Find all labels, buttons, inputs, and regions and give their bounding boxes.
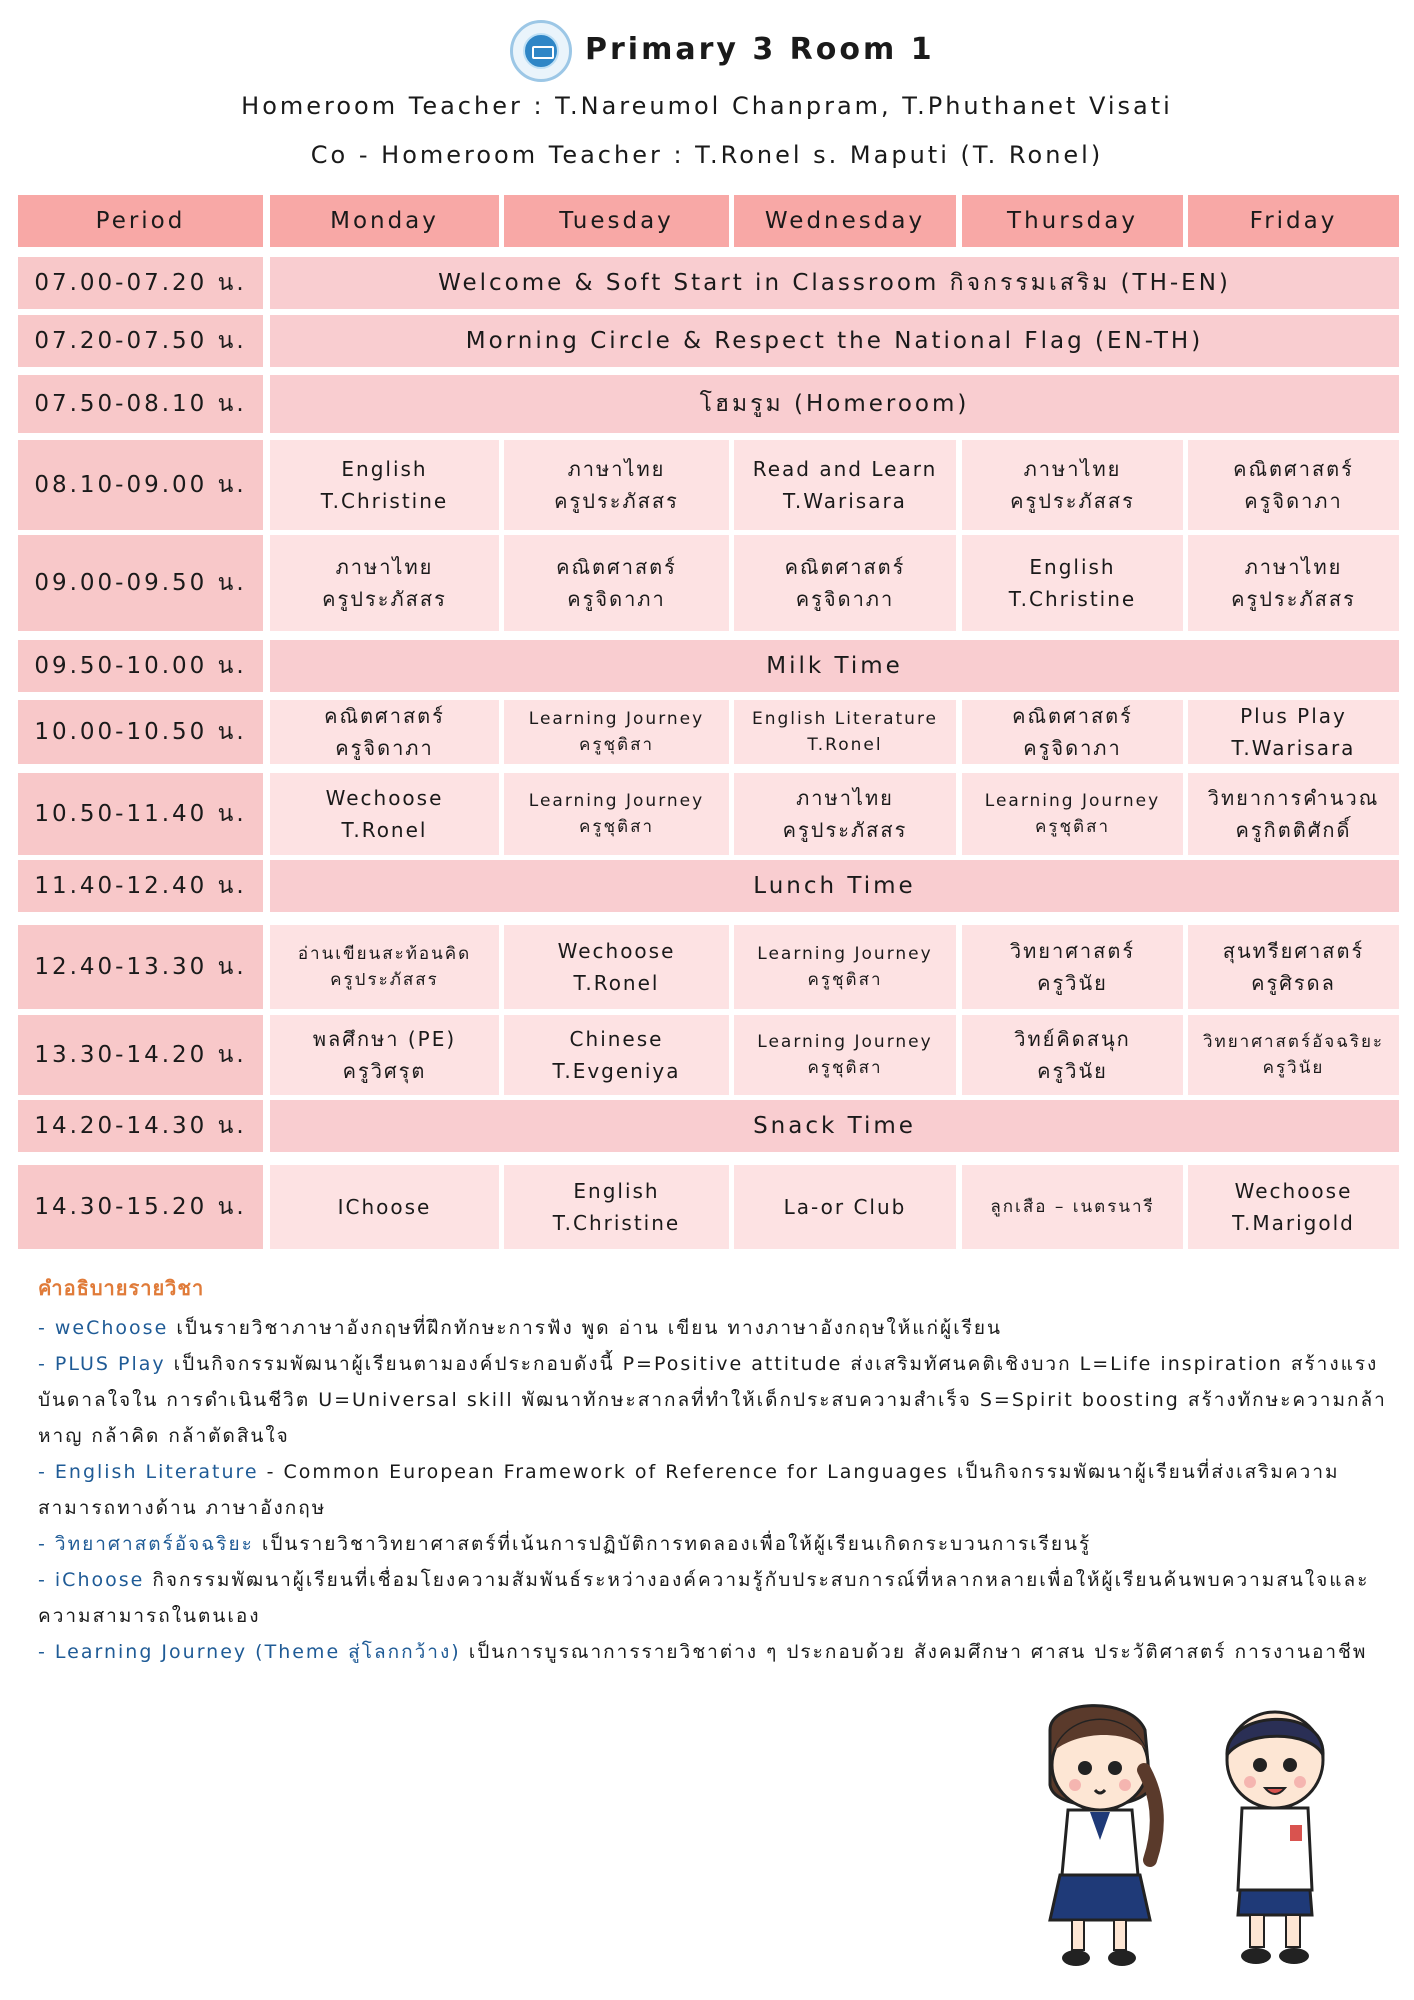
notes-list [38,1310,1388,1670]
note-text: เป็นการบูรณาการรายวิชาต่าง ๆ ประกอบด้วย สังคมศึกษา ศาสน ประวัติศาสตร์ การงานอาชีพ [460,1641,1368,1663]
column-header-label: Friday [1249,208,1338,234]
teacher-name: ครูจิดาภา [1023,736,1122,760]
subject-cell [734,1165,956,1249]
subject-name: ภาษาไทย [335,555,434,579]
note-text: เป็นกิจกรรมพัฒนาผู้เรียนตามองค์ประกอบดังนี้ P=Positive attitude ส่งเสริมทัศนคติเชิงบวก L=Life inspiration สร้างแรงบันดาลใจใน การดำเนินชีวิต U=Universal skill พัฒนาทักษะสากลที่ทำให้เด็กประสบความสำเร็จ S=Spirit boosting สร้างทักษะความกล้าหาญ กล้าคิด กล้าตัดสินใจ [38,1353,1387,1447]
teacher-name: ครูประภัสสร [330,970,439,990]
subject-name: ภาษาไทย [567,457,666,481]
subject-name: คณิตศาสตร์ [784,555,906,579]
period-label: 07.50-08.10 น. [34,391,247,417]
teacher-name: ครูวินัย [1037,971,1108,995]
subject-cell [962,773,1183,855]
period-cell [18,925,263,1009]
teacher-name: ครูชุติสา [807,1058,883,1078]
teacher-name: ครูชุติสา [578,735,654,755]
teacher-name: ครูจิดาภา [1244,489,1343,513]
subject-name: Learning Journey [984,791,1161,811]
column-header-label: Thursday [1007,208,1138,234]
period-label: 14.30-15.20 น. [34,1194,247,1220]
subject-name: Learning Journey [757,944,933,964]
subject-cell [1188,1165,1399,1249]
subject-name: Wechoose [325,786,444,810]
notes-title: คำอธิบายรายวิชา [38,1276,205,1300]
subject-name: English [573,1179,660,1203]
period-cell [18,315,263,367]
subject-name: ภาษาไทย [796,786,894,810]
subject-name: Read and Learn [752,457,938,481]
subject-cell [504,1165,729,1249]
note-keyword: - วิทยาศาสตร์อัจฉริยะ [38,1533,254,1555]
subject-cell [1188,925,1399,1009]
column-header [270,195,499,247]
period-label: 13.30-14.20 น. [34,1042,247,1068]
teacher-name: ครูประภัสสร [782,818,908,842]
teacher-name: ครูชุติสา [807,970,883,990]
note-text: กิจกรรมพัฒนาผู้เรียนที่เชื่อมโยงความสัมพันธ์ระหว่างองค์ความรู้กับประสบการณ์ที่หลากหลายเพื่อให้ผู้เรียนค้นพบความสนใจและ ความสามารถในตนเอง [38,1569,1370,1627]
column-header [962,195,1183,247]
period-label: 12.40-13.30 น. [34,954,247,980]
subject-cell [734,925,956,1009]
period-label: 09.50-10.00 น. [34,653,247,679]
subject-cell [270,440,499,530]
note-item [38,1346,1388,1454]
subject-name: Learning Journey [757,1032,933,1052]
column-header-label: Monday [330,208,439,234]
subject-name: IChoose [337,1195,432,1219]
spanning-activity [270,315,1399,367]
co-homeroom-teacher: Co - Homeroom Teacher : T.Ronel s. Maputi (T. Ronel) [310,141,1104,169]
column-header [734,195,956,247]
subject-cell [962,440,1183,530]
note-keyword: - weChoose [38,1317,169,1339]
note-keyword: - PLUS Play [38,1353,166,1375]
subject-cell [734,700,956,764]
activity-label: Morning Circle & Respect the National Flag (EN-TH) [465,328,1204,354]
page-title: Primary 3 Room 1 [585,32,935,67]
spanning-activity [270,860,1399,912]
subject-name: อ่านเขียนสะท้อนคิด [297,944,472,964]
period-cell [18,860,263,912]
subject-cell [962,535,1183,631]
subject-name: English [341,457,428,481]
column-header [504,195,729,247]
teacher-name: T.Christine [1008,587,1137,611]
subject-name: Plus Play [1240,704,1347,728]
subject-name: พลศึกษา (PE) [312,1027,457,1051]
subject-cell [270,1015,499,1095]
subject-cell [270,1165,499,1249]
note-item [38,1634,1388,1670]
subject-cell [734,535,956,631]
subject-cell [270,700,499,764]
teacher-name: T.Warisara [1231,736,1356,760]
period-cell [18,700,263,764]
subject-name: English Literature [751,709,939,729]
activity-label: Snack Time [753,1113,916,1139]
teacher-name: T.Ronel [807,735,883,755]
girl-student-icon [1050,1706,1157,1966]
teacher-name: T.Marigold [1232,1211,1355,1235]
note-keyword: - English Literature [38,1461,259,1483]
subject-cell [270,535,499,631]
teacher-name: ครูวินัย [1037,1059,1108,1083]
note-item [38,1526,1388,1562]
subject-name: วิทย์คิดสนุก [1014,1027,1131,1051]
subject-name: Learning Journey [528,791,705,811]
column-header [18,195,263,247]
subject-cell [1188,700,1399,764]
subject-cell [504,535,729,631]
period-label: 07.20-07.50 น. [34,328,247,354]
subject-name: วิทยาศาสตร์ [1009,939,1136,963]
subject-name: Chinese [569,1027,664,1051]
boy-student-icon [1227,1712,1323,1964]
subject-name: ภาษาไทย [1023,457,1122,481]
subject-cell [1188,535,1399,631]
subject-cell [1188,773,1399,855]
course-descriptions [38,1272,1388,1670]
teacher-name: ครูชุติสา [578,817,654,837]
subject-name: คณิตศาสตร์ [1233,457,1354,481]
spanning-activity [270,1100,1399,1152]
period-label: 10.00-10.50 น. [34,719,247,745]
teacher-name: ครูจิดาภา [567,587,666,611]
period-label: 14.20-14.30 น. [34,1113,247,1139]
spanning-activity [270,640,1399,692]
teacher-name: T.Christine [320,489,449,513]
note-item [38,1454,1388,1526]
period-label: 07.00-07.20 น. [34,270,247,296]
subject-name: ภาษาไทย [1244,555,1343,579]
period-cell [18,640,263,692]
subject-name: English [1029,555,1116,579]
column-header-label: Period [95,208,186,234]
teacher-name: T.Ronel [573,971,660,995]
column-header [1188,195,1399,247]
spanning-activity [270,257,1399,309]
teacher-name: ครูชุติสา [1034,817,1110,837]
period-cell [18,535,263,631]
activity-label: Welcome & Soft Start in Classroom กิจกรรมเสริม (TH-EN) [438,270,1231,296]
students-illustration [1010,1690,1370,1980]
period-label: 10.50-11.40 น. [34,801,247,827]
teacher-name: ครูจิดาภา [335,736,434,760]
page-header [0,0,1414,190]
teacher-name: ครูกิตติศักดิ์ [1235,818,1352,842]
teacher-name: ครูศิรดล [1251,971,1336,995]
period-cell [18,440,263,530]
subject-cell [1188,440,1399,530]
subject-cell [504,925,729,1009]
subject-cell [504,700,729,764]
teacher-name: T.Warisara [783,489,907,513]
subject-cell [1188,1015,1399,1095]
subject-name: วิทยาการคำนวณ [1207,786,1380,810]
activity-label: โฮมรูม (Homeroom) [699,391,970,417]
subject-name: Wechoose [1234,1179,1353,1203]
period-cell [18,375,263,433]
subject-name: คณิตศาสตร์ [1012,704,1133,728]
note-item [38,1562,1388,1634]
period-cell [18,257,263,309]
teacher-name: T.Christine [552,1211,681,1235]
period-label: 11.40-12.40 น. [34,873,247,899]
subject-name: คณิตศาสตร์ [324,704,445,728]
note-text: - Common European Framework of Reference for Languages เป็นกิจกรรมพัฒนาผู้เรียนที่ส่งเสริมความสามารถทางด้าน ภาษาอังกฤษ [38,1461,1340,1519]
subject-name: วิทยาศาสตร์อัจฉริยะ [1202,1032,1385,1052]
teacher-name: ครูประภัสสร [1010,489,1135,513]
subject-cell [504,773,729,855]
subject-cell [734,1015,956,1095]
subject-cell [270,773,499,855]
subject-cell [962,1165,1183,1249]
teacher-name: T.Ronel [341,818,428,842]
subject-name: La-or Club [783,1195,907,1219]
homeroom-teacher: Homeroom Teacher : T.Nareumol Chanpram, T.Phuthanet Visati [241,92,1173,120]
teacher-name: ครูประภัสสร [1231,587,1356,611]
note-keyword: - iChoose [38,1569,145,1591]
period-cell [18,1165,263,1249]
note-keyword: - Learning Journey (Theme สู่โลกกว้าง) [38,1641,461,1663]
teacher-name: ครูประภัสสร [322,587,447,611]
column-header-label: Wednesday [764,208,926,234]
subject-cell [962,1015,1183,1095]
school-logo-icon [510,20,572,82]
subject-cell [504,440,729,530]
column-header-label: Tuesday [559,208,674,234]
subject-name: ลูกเสือ – เนตรนารี [990,1197,1155,1217]
period-cell [18,773,263,855]
subject-cell [734,440,956,530]
note-text: เป็นรายวิชาวิทยาศาสตร์ที่เน้นการปฏิบัติการทดลองเพื่อให้ผู้เรียนเกิดกระบวนการเรียนรู้ [253,1533,1092,1555]
teacher-name: ครูประภัสสร [554,489,679,513]
teacher-name: ครูวิศรุต [342,1059,427,1083]
subject-cell [734,773,956,855]
activity-label: Milk Time [766,653,903,679]
note-text: เป็นรายวิชาภาษาอังกฤษที่ฝึกทักษะการฟัง พูด อ่าน เขียน ทางภาษาอังกฤษให้แก่ผู้เรียน [168,1317,1003,1339]
period-label: 08.10-09.00 น. [34,472,247,498]
activity-label: Lunch Time [753,873,916,899]
period-cell [18,1015,263,1095]
teacher-name: ครูจิดาภา [795,587,895,611]
teacher-name: T.Evgeniya [552,1059,681,1083]
subject-cell [962,925,1183,1009]
spanning-activity [270,375,1399,433]
subject-name: คณิตศาสตร์ [556,555,677,579]
period-cell [18,1100,263,1152]
note-item [38,1310,1388,1346]
subject-cell [962,700,1183,764]
teacher-name: ครูวินัย [1262,1058,1325,1078]
subject-name: สุนทรียศาสตร์ [1222,939,1365,963]
subject-name: Wechoose [557,939,676,963]
subject-cell [504,1015,729,1095]
period-label: 09.00-09.50 น. [34,570,247,596]
subject-name: Learning Journey [528,709,705,729]
subject-cell [270,925,499,1009]
